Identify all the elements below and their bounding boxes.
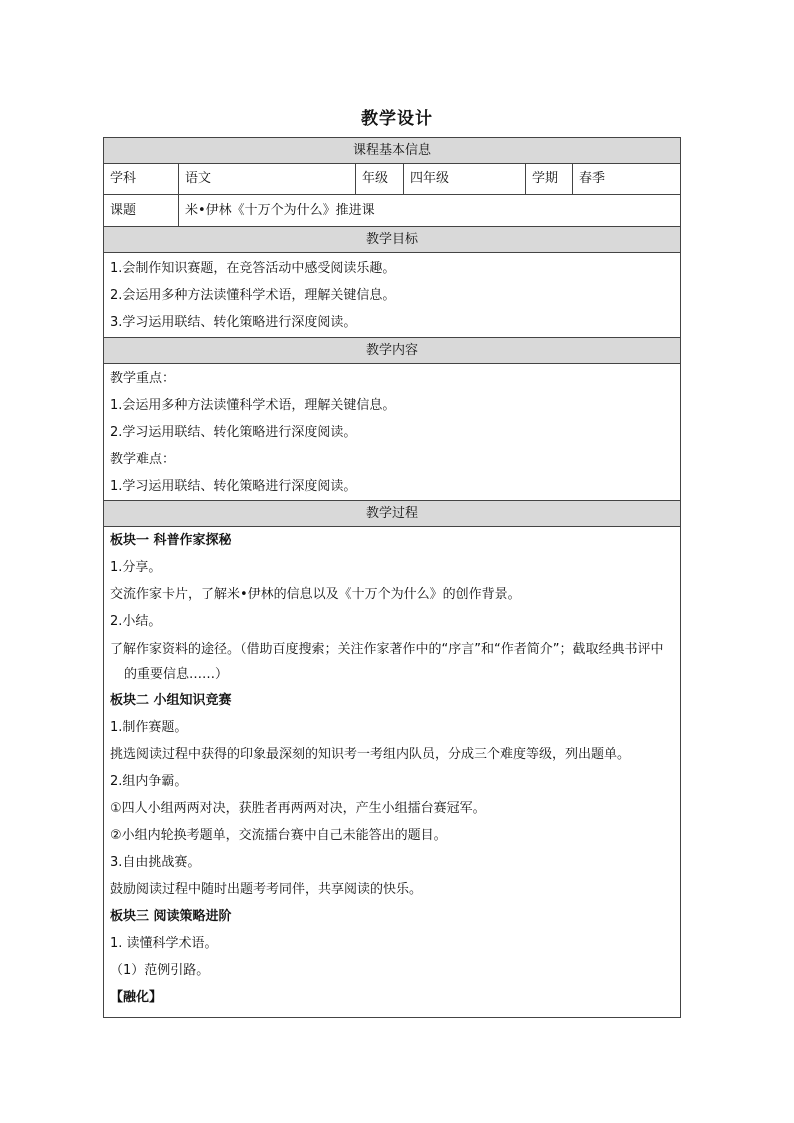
key-point-item: 1.会运用多种方法读懂科学术语，理解关键信息。 <box>110 397 396 413</box>
term-value: 春季 <box>573 164 681 195</box>
process-line: ①四人小组两两对决，获胜者再两两对决，产生小组擂台赛冠军。 <box>110 801 486 816</box>
process-line: 了解作家资料的途径。（借助百度搜索；关注作家著作中的“序言”和“作者简介”；截取经典书评中的重要信息……） <box>110 642 664 682</box>
block3-tag: 【融化】 <box>110 990 163 1005</box>
grade-value: 四年级 <box>404 164 526 195</box>
topic-label: 课题 <box>104 195 179 227</box>
difficulty-item: 1.学习运用联结、转化策略进行深度阅读。 <box>110 478 357 494</box>
process-line: 1.制作赛题。 <box>110 720 188 735</box>
block1-title: 板块一 科普作家探秘 <box>110 533 232 548</box>
grade-label: 年级 <box>356 164 404 195</box>
goals-header: 教学目标 <box>104 227 681 253</box>
contents-header: 教学内容 <box>104 338 681 364</box>
key-point-item: 2.学习运用联结、转化策略进行深度阅读。 <box>110 424 357 440</box>
process-cell <box>104 527 681 1018</box>
topic-value: 米•伊林《十万个为什么》推进课 <box>179 195 681 227</box>
contents-cell <box>104 364 681 501</box>
process-line: 2.小结。 <box>110 614 162 629</box>
process-line: ②小组内轮换考题单，交流擂台赛中自己未能答出的题目。 <box>110 828 447 843</box>
key-points-label: 教学重点： <box>110 370 176 386</box>
process-line: 交流作家卡片，了解米•伊林的信息以及《十万个为什么》的创作背景。 <box>110 587 521 602</box>
process-line: 挑选阅读过程中获得的印象最深刻的知识考一考组内队员，分成三个难度等级，列出题单。 <box>110 747 631 762</box>
goal-item: 2.会运用多种方法读懂科学术语，理解关键信息。 <box>110 287 396 303</box>
subject-label: 学科 <box>104 164 179 195</box>
process-line: （1）范例引路。 <box>110 963 210 978</box>
process-line: 1.分享。 <box>110 560 162 575</box>
goal-item: 3.学习运用联结、转化策略进行深度阅读。 <box>110 314 357 330</box>
lesson-design-table <box>103 137 681 1018</box>
block2-title: 板块二 小组知识竞赛 <box>110 693 232 708</box>
goal-item: 1.会制作知识赛题，在竞答活动中感受阅读乐趣。 <box>110 260 396 276</box>
process-line: 1. 读懂科学术语。 <box>110 936 218 951</box>
subject-value: 语文 <box>179 164 356 195</box>
basic-info-header: 课程基本信息 <box>104 138 681 164</box>
process-header: 教学过程 <box>104 501 681 527</box>
term-label: 学期 <box>526 164 573 195</box>
process-line: 鼓励阅读过程中随时出题考考同伴，共享阅读的快乐。 <box>110 882 423 897</box>
process-line: 3.自由挑战赛。 <box>110 855 201 870</box>
process-line: 2.组内争霸。 <box>110 774 188 789</box>
block3-title: 板块三 阅读策略进阶 <box>110 909 232 924</box>
document-title: 教学设计 <box>361 109 433 129</box>
goals-cell <box>104 253 681 338</box>
difficulty-label: 教学难点： <box>110 451 176 467</box>
